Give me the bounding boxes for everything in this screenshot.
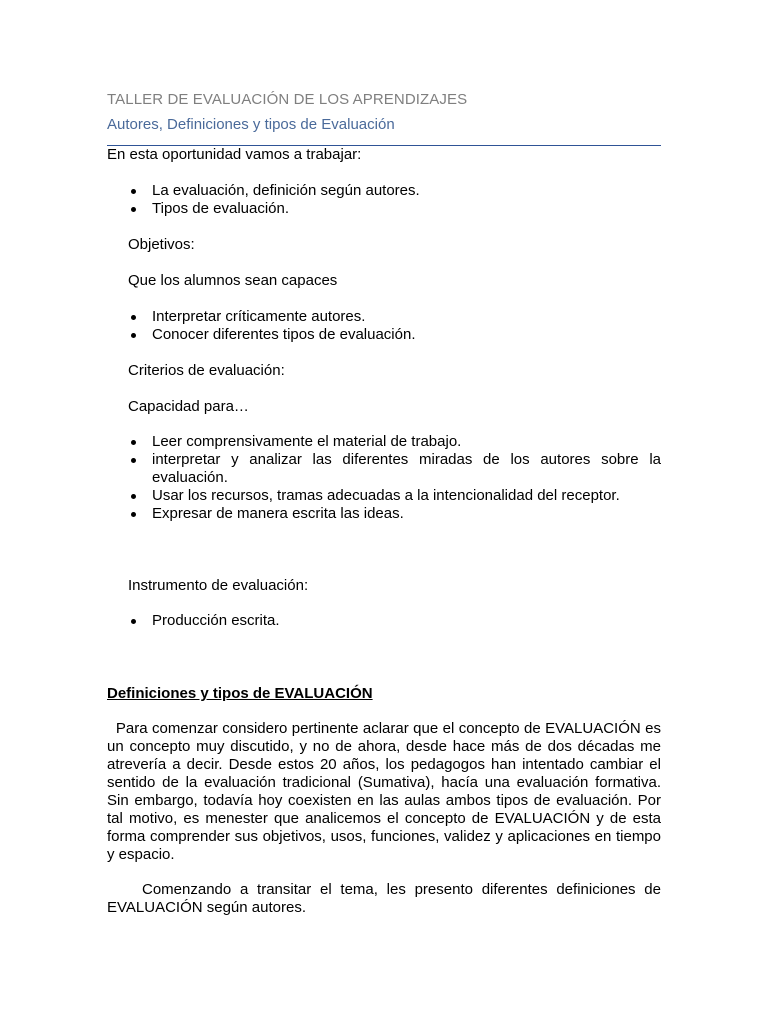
topics-list <box>107 182 661 218</box>
criteria-label: Criterios de evaluación: <box>128 362 285 379</box>
section-paragraph-1: Para comenzar considero pertinente aclarar que el concepto de EVALUACIÓN es un concepto muy discutido, y no de ahora, desde hace más de dos décadas me atrevería a decir. Desde estos 20 años, los pedagogos han intentado cambiar el sentido de la evaluación tradicional (Sumativa), hacía una evaluación formativa. Sin embargo, todavía hoy coexisten en las aulas ambos tipos de evaluación. Por tal motivo, es menester que analicemos el concepto de EVALUACIÓN y de esta forma comprender sus objetivos, usos, funciones, validez y aplicaciones en tiempo y espacio. <box>107 720 661 863</box>
list-item: Tipos de evaluación. <box>107 200 661 218</box>
objectives-lead: Que los alumnos sean capaces <box>128 272 338 289</box>
section-heading: Definiciones y tipos de EVALUACIÓN <box>107 685 373 702</box>
document-title: TALLER DE EVALUACIÓN DE LOS APRENDIZAJES <box>107 91 468 108</box>
list-item: Expresar de manera escrita las ideas. <box>107 505 661 523</box>
criteria-lead: Capacidad para… <box>128 398 249 415</box>
criteria-list <box>107 433 661 523</box>
section-paragraph-2: Comenzando a transitar el tema, les presento diferentes definiciones de EVALUACIÓN según autores. <box>107 881 661 916</box>
list-item: La evaluación, definición según autores. <box>107 182 661 200</box>
instrument-label: Instrumento de evaluación: <box>128 577 309 594</box>
list-item: Producción escrita. <box>107 612 661 630</box>
document-subtitle: Autores, Definiciones y tipos de Evaluación <box>107 116 395 133</box>
list-item: interpretar y analizar las diferentes miradas de los autores sobre la evaluación. <box>107 451 661 487</box>
list-item: Interpretar críticamente autores. <box>107 308 661 326</box>
intro-text: En esta oportunidad vamos a trabajar: <box>107 146 362 163</box>
objectives-list <box>107 308 661 344</box>
list-item: Conocer diferentes tipos de evaluación. <box>107 326 661 344</box>
objectives-label: Objetivos: <box>128 236 195 253</box>
list-item: Usar los recursos, tramas adecuadas a la intencionalidad del receptor. <box>107 487 661 505</box>
instrument-list <box>107 612 661 630</box>
list-item: Leer comprensivamente el material de trabajo. <box>107 433 661 451</box>
